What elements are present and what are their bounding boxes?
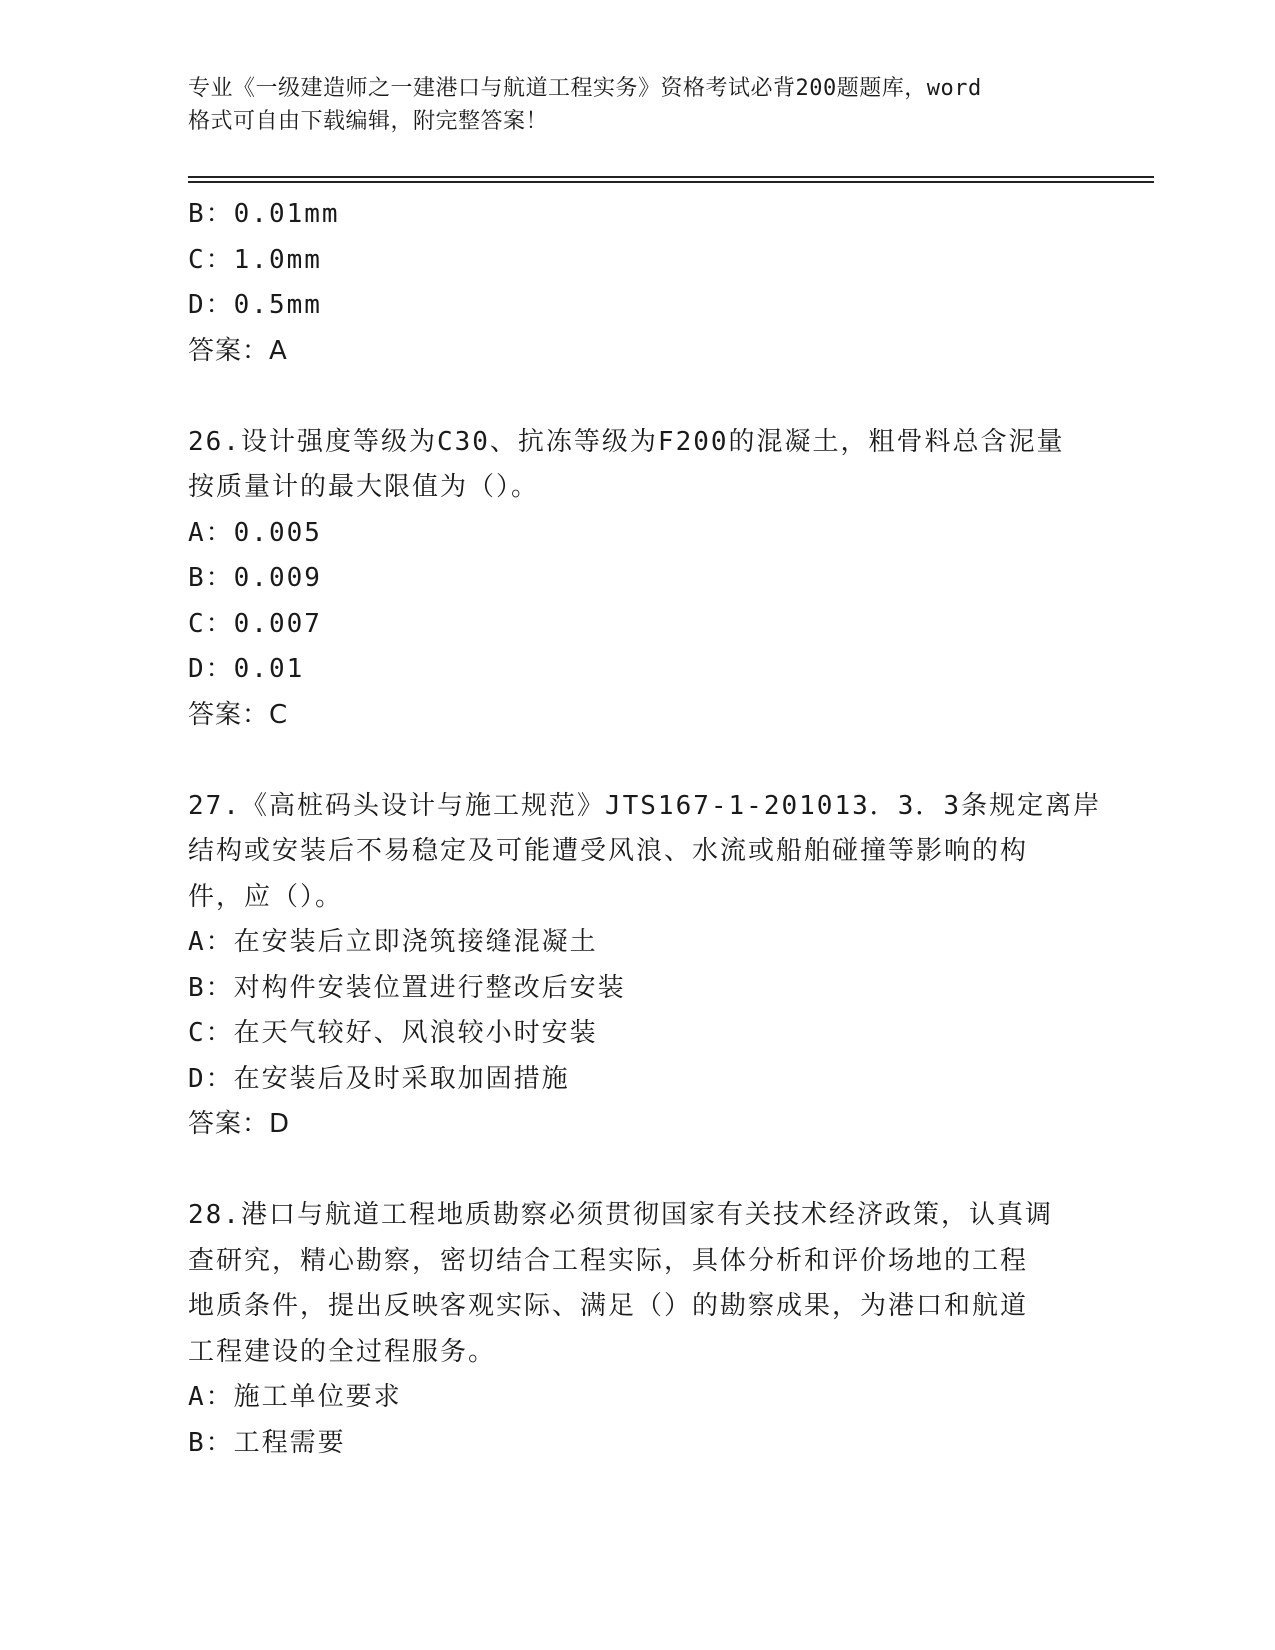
question-27 [188, 784, 1102, 1148]
question-25-continued [188, 192, 1088, 374]
question-28 [188, 1193, 1088, 1466]
header-line-2: 格式可自由下载编辑，附完整答案！ [188, 109, 549, 134]
question-content [188, 192, 1102, 1466]
question-stem-line: 工程建设的全过程服务。 [188, 1336, 497, 1367]
option-a: A：施工单位要求 [188, 1382, 402, 1412]
option-d: D：在安装后及时采取加固措施 [188, 1063, 570, 1094]
answer-label: 答案：A [188, 335, 288, 366]
option-d: D：0.01 [188, 654, 305, 684]
question-stem-line: 件，应（）。 [188, 881, 344, 912]
question-stem-line: 查研究，精心勘察，密切结合工程实际，具体分析和评价场地的工程 [188, 1245, 1029, 1276]
option-b: B：0.01mm [188, 199, 340, 229]
header-divider-bottom [188, 181, 1154, 183]
option-c: C：在天气较好、风浪较小时安装 [188, 1018, 598, 1048]
option-a: A：在安装后立即浇筑接缝混凝土 [188, 927, 598, 957]
question-26 [188, 420, 1088, 739]
option-a: A：0.005 [188, 517, 322, 548]
option-b: B：工程需要 [188, 1427, 346, 1458]
question-stem-line: 26.设计强度等级为C30、抗冻等级为F200的混凝土，粗骨料总含泥量 [188, 426, 1065, 457]
option-b: B：0.009 [188, 563, 322, 593]
option-c: C：1.0mm [188, 244, 322, 275]
header-divider-top [188, 176, 1154, 178]
header-line-1: 专业《一级建造师之一建港口与航道工程实务》资格考试必背200题题库，word [188, 76, 982, 101]
question-stem-line: 27.《高桩码头设计与施工规范》JTS167-1-201013．3．3条规定离岸 [188, 790, 1102, 821]
answer-label: 答案：C [188, 699, 289, 730]
question-stem-line: 28.港口与航道工程地质勘察必须贯彻国家有关技术经济政策，认真调 [188, 1200, 1053, 1230]
answer-label: 答案：D [188, 1109, 291, 1139]
question-stem-line: 按质量计的最大限值为（）。 [188, 472, 540, 502]
option-b: B：对构件安装位置进行整改后安装 [188, 972, 626, 1003]
question-stem-line: 地质条件，提出反映客观实际、满足（）的勘察成果，为港口和航道 [188, 1291, 1029, 1321]
option-d: D：0.5mm [188, 290, 322, 320]
question-stem-line: 结构或安装后不易稳定及可能遭受风浪、水流或船舶碰撞等影响的构 [188, 836, 1029, 866]
option-c: C：0.007 [188, 608, 322, 639]
document-header [188, 72, 1088, 138]
